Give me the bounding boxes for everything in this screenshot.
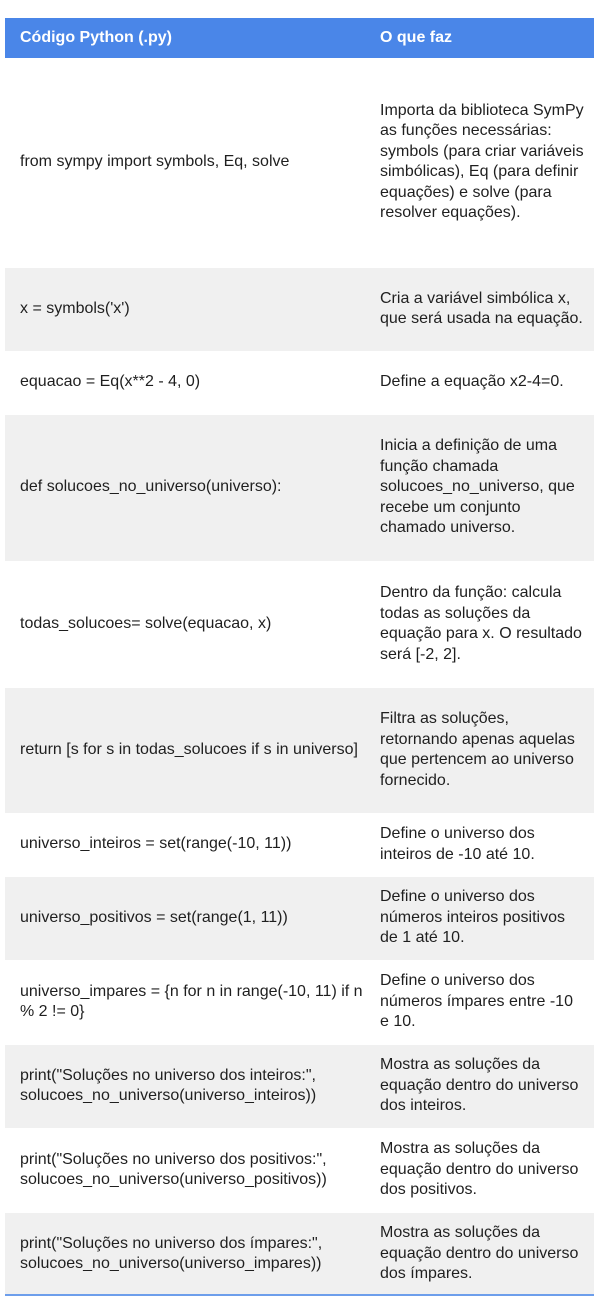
table-row [5, 351, 594, 414]
table-row [5, 58, 594, 267]
code-explanation-table [5, 18, 594, 1297]
table-row [5, 813, 594, 876]
code-cell: print("Soluções no universo dos inteiros:", solucoes_no_universo(universo_inteiros)) [5, 1044, 380, 1128]
table-bottom-rule [5, 1294, 594, 1296]
description-cell: Cria a variável simbólica x, que será usada na equação. [380, 267, 594, 351]
description-cell: Mostra as soluções da equação dentro do universo dos ímpares. [380, 1212, 594, 1296]
code-cell: print("Soluções no universo dos ímpares:", solucoes_no_universo(universo_impares)) [5, 1212, 380, 1296]
code-cell: return [s for s in todas_solucoes if s in universo] [5, 687, 380, 813]
table-row [5, 414, 594, 561]
description-cell: Mostra as soluções da equação dentro do universo dos inteiros. [380, 1044, 594, 1128]
description-cell: Define o universo dos inteiros de -10 até 10. [380, 813, 594, 876]
table-row [5, 267, 594, 351]
description-cell: Filtra as soluções, retornando apenas aquelas que pertencem ao universo fornecido. [380, 687, 594, 813]
table-row [5, 960, 594, 1044]
code-cell: universo_positivos = set(range(1, 11)) [5, 876, 380, 960]
table-row [5, 876, 594, 960]
description-cell: Importa da biblioteca SymPy as funções necessárias: symbols (para criar variáveis simbólicas), Eq (para definir equações) e solve (para resolver equações). [380, 58, 594, 267]
header-code-column: Código Python (.py) [5, 18, 380, 58]
table-header-row [5, 18, 594, 58]
description-cell: Mostra as soluções da equação dentro do universo dos positivos. [380, 1128, 594, 1212]
description-cell: Inicia a definição de uma função chamada solucoes_no_universo, que recebe um conjunto chamado universo. [380, 414, 594, 561]
code-cell: def solucoes_no_universo(universo): [5, 414, 380, 561]
code-cell: print("Soluções no universo dos positivos:", solucoes_no_universo(universo_positivos)) [5, 1128, 380, 1212]
code-cell: x = symbols('x') [5, 267, 380, 351]
table-row [5, 1044, 594, 1128]
description-cell: Define o universo dos números ímpares entre -10 e 10. [380, 960, 594, 1044]
description-cell: Define o universo dos números inteiros positivos de 1 até 10. [380, 876, 594, 960]
description-cell: Define a equação x2-4=0. [380, 351, 594, 414]
table-row [5, 1128, 594, 1212]
code-cell: universo_inteiros = set(range(-10, 11)) [5, 813, 380, 876]
table-row [5, 561, 594, 687]
table-row [5, 1212, 594, 1296]
code-cell: equacao = Eq(x**2 - 4, 0) [5, 351, 380, 414]
description-cell: Dentro da função: calcula todas as soluções da equação para x. O resultado será [-2, 2]. [380, 561, 594, 687]
header-description-column: O que faz [380, 18, 594, 58]
table-row [5, 687, 594, 813]
code-cell: universo_impares = {n for n in range(-10, 11) if n % 2 != 0} [5, 960, 380, 1044]
code-cell: from sympy import symbols, Eq, solve [5, 58, 380, 267]
code-cell: todas_solucoes= solve(equacao, x) [5, 561, 380, 687]
